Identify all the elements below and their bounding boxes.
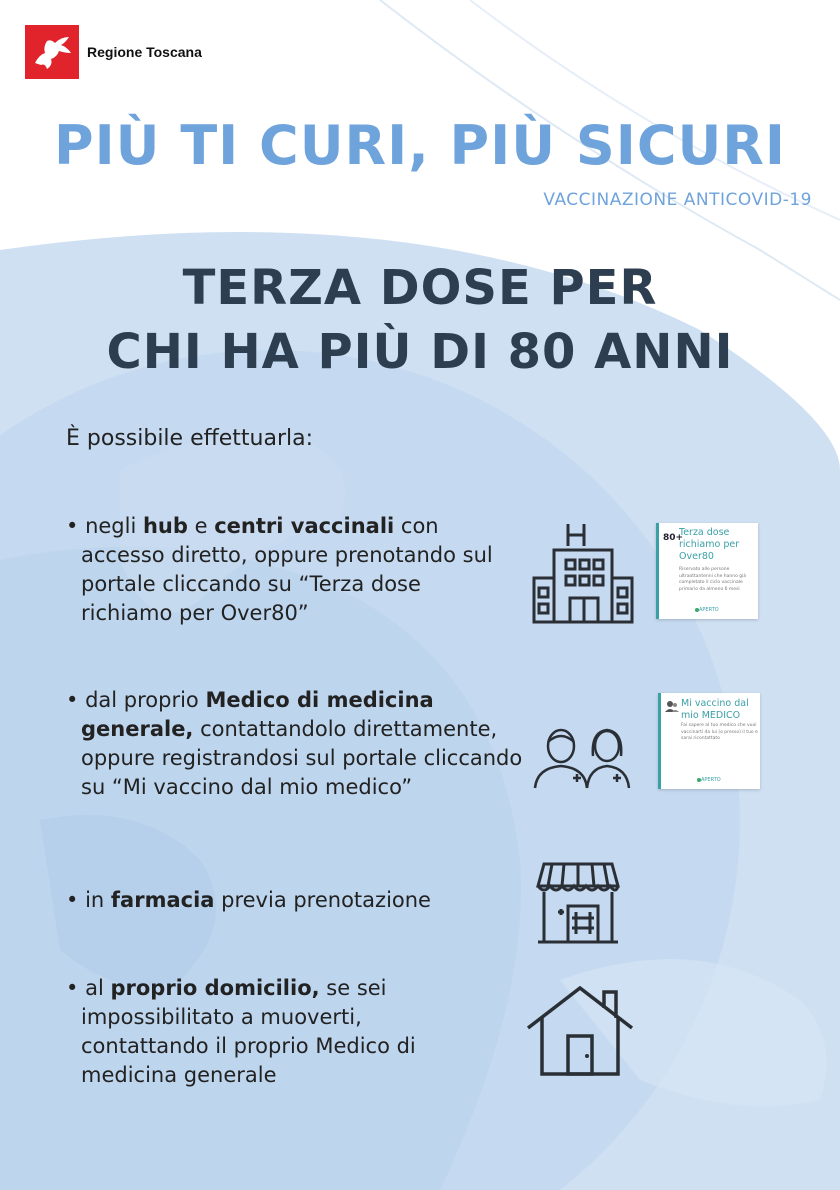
campaign-headline: PIÙ TI CURI, PIÙ SICURI [54, 114, 786, 177]
card-tag: 80+ [663, 533, 684, 543]
my-doctor-card [658, 693, 760, 789]
region-name: Regione Toscana [87, 44, 202, 60]
bullet: • [66, 888, 79, 912]
card-text: Fai sapere al tuo medico che vuoi vaccinarti da lui (o presso) il tuo e sarai ricontattato [681, 723, 758, 741]
campaign-subheadline: VACCINAZIONE ANTICOVID-19 [543, 190, 812, 210]
card-text: Riservato alle persone ultraottantenni che hanno già completato il ciclo vaccinale primario da almeno 6 mesi [679, 567, 747, 592]
users-icon [665, 700, 679, 712]
bullet: • [66, 976, 79, 1000]
main-title [0, 256, 840, 384]
doctors-icon [533, 726, 633, 790]
card-status: APERTO [699, 607, 719, 613]
pegasus-logo-icon [25, 25, 79, 79]
card-title: Terza dose richiamo per Over80 [679, 527, 740, 562]
list-item-doctor: • dal proprio Medico di medicina generale, contattandolo direttamente, oppure registrandosi sul portale cliccando su “Mi vaccino dal mio medico” [66, 688, 523, 799]
main-title-line-2: CHI HA PIÙ DI 80 ANNI [106, 324, 734, 380]
list-item-home: • al proprio domicilio, se sei impossibilitato a muoverti, contattando il proprio Medico di medicina generale [66, 976, 416, 1087]
main-title-line-1: TERZA DOSE PER [182, 260, 658, 316]
list-item-hub: • negli hub e centri vaccinali con accesso diretto, oppure prenotando sul portale cliccando su “Terza dose richiamo per Over80” [66, 514, 493, 625]
hospital-icon [532, 520, 634, 624]
bullet: • [66, 514, 79, 538]
region-logo [25, 25, 202, 79]
pharmacy-icon [536, 860, 620, 944]
list-item-pharmacy: • in farmacia previa prenotazione [66, 888, 431, 912]
card-status: APERTO [701, 777, 721, 783]
house-icon [526, 986, 634, 1076]
bullet: • [66, 688, 79, 712]
over80-booking-card [656, 523, 758, 619]
card-title: Mi vaccino dal mio MEDICO [681, 698, 749, 721]
intro-text: È possibile effettuarla: [66, 426, 314, 451]
